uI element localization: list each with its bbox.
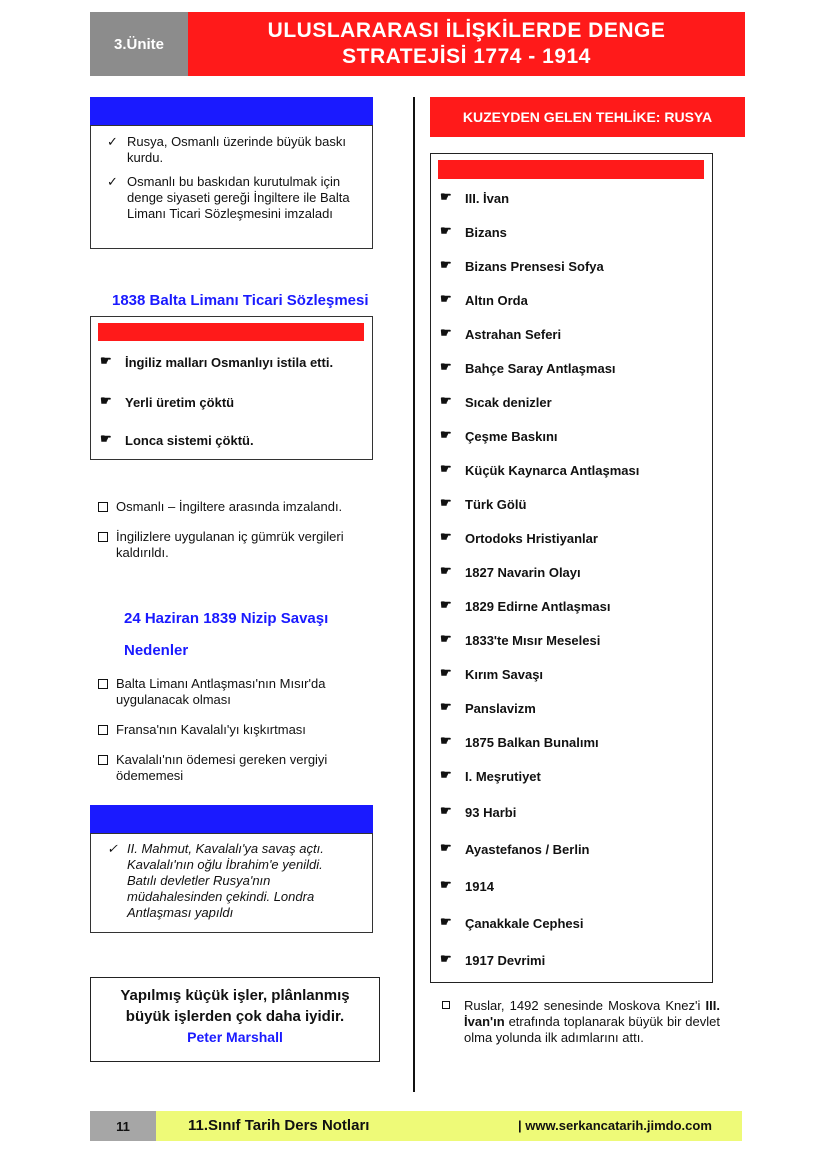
pointing-hand-icon: ☛ [440, 733, 452, 748]
pointing-hand-icon: ☛ [440, 427, 452, 442]
box1 [90, 125, 373, 249]
pointing-hand-icon: ☛ [440, 951, 452, 966]
pointing-hand-icon: ☛ [440, 359, 452, 374]
causes-list [90, 676, 373, 784]
pointing-hand-icon: ☛ [440, 631, 452, 646]
list-item: ☛ 93 Harbi [440, 803, 517, 820]
list-item: ✓ Rusya, Osmanlı üzerinde büyük baskı kurdu. [101, 134, 362, 166]
page-title-line2: STRATEJİSİ 1774 - 1914 [342, 45, 591, 68]
pointing-hand-icon: ☛ [440, 914, 452, 929]
list-item: ☛ Kırım Savaşı [440, 665, 544, 682]
list-item: ☛ Lonca sistemi çöktü. [100, 431, 254, 448]
list-item: ☛ 1875 Balkan Bunalımı [440, 733, 599, 750]
list-item: ☛ Astrahan Seferi [440, 325, 562, 342]
list-item: ☛ Bahçe Saray Antlaşması [440, 359, 616, 376]
russia-topics-list [431, 191, 712, 990]
list-item: ☛ 1829 Edirne Antlaşması [440, 597, 611, 614]
list-item: ✓ II. Mahmut, Kavalalı'ya savaş açtı. Kavalalı'nın oğlu İbrahim'e yenildi. Batılı devletler Rusya'nın müdahalesinden çekindi. Londra Antlaşması yapıldı [101, 841, 362, 921]
column-divider [413, 97, 415, 1092]
list-item: ☛ 1827 Navarin Olayı [440, 563, 581, 580]
list-item: ☛ Panslavizm [440, 699, 536, 716]
list-item: ☛ 1914 [440, 877, 494, 894]
list-item: ☛ Bizans Prensesi Sofya [440, 257, 604, 274]
list-item: ☛ 1833'te Mısır Meselesi [440, 631, 601, 648]
pointing-hand-icon: ☛ [440, 495, 452, 510]
list-item: ☛ Türk Gölü [440, 495, 527, 512]
pointing-hand-icon: ☛ [440, 257, 452, 272]
box2-list [91, 355, 372, 448]
pointing-hand-icon: ☛ [440, 767, 452, 782]
list-item: ☛ Sıcak denizler [440, 393, 552, 410]
box1-blue-header [90, 97, 373, 125]
list-item: ☛ Bizans [440, 223, 507, 240]
pointing-hand-icon: ☛ [100, 353, 112, 368]
list-item: ☛ Altın Orda [440, 291, 528, 308]
list-item: ✓ Osmanlı bu baskıdan kurutulmak için denge siyaseti gereği İngiltere ile Balta Limanı Ticari Sözleşmesini imzaladı [101, 174, 362, 222]
list-item: Fransa'nın Kavalalı'yı kışkırtması [90, 722, 373, 738]
list-item: ☛ 1917 Devrimi [440, 951, 546, 968]
pointing-hand-icon: ☛ [440, 325, 452, 340]
list-item: ☛ Küçük Kaynarca Antlaşması [440, 461, 640, 478]
pointing-hand-icon: ☛ [440, 699, 452, 714]
pointing-hand-icon: ☛ [440, 840, 452, 855]
pointing-hand-icon: ☛ [440, 223, 452, 238]
nizip-heading: 24 Haziran 1839 Nizip Savaşı [124, 610, 329, 627]
pointing-hand-icon: ☛ [440, 877, 452, 892]
list-item: Osmanlı – İngiltere arasında imzalandı. [90, 499, 373, 515]
list-item: ☛ Ayastefanos / Berlin [440, 840, 590, 857]
russia-heading-text: KUZEYDEN GELEN TEHLİKE: RUSYA [462, 109, 713, 125]
box3 [90, 833, 373, 933]
list-item: ☛ Ortodoks Hristiyanlar [440, 529, 598, 546]
course-title: 11.Sınıf Tarih Ders Notları [188, 1117, 370, 1134]
pointing-hand-icon: ☛ [440, 665, 452, 680]
quote-line1: Yapılmış küçük işler, plânlanmış [120, 987, 350, 1004]
russia-topics-box [430, 153, 713, 983]
pointing-hand-icon: ☛ [440, 189, 452, 204]
page-number: 11 [90, 1111, 156, 1141]
pointing-hand-icon: ☛ [440, 461, 452, 476]
list-item: ☛ İngiliz malları Osmanlıyı istila etti. [100, 353, 334, 370]
russia-heading [430, 97, 745, 137]
balta-limani-heading: 1838 Balta Limanı Ticari Sözleşmesi [112, 292, 369, 309]
pointing-hand-icon: ☛ [440, 393, 452, 408]
website-link[interactable]: | www.serkancatarih.jimdo.com [518, 1118, 712, 1133]
list-item: Balta Limanı Antlaşması'nın Mısır'da uygulanacak olması [90, 676, 373, 708]
unit-label: 3.Ünite [90, 12, 188, 76]
list-item: ☛ I. Meşrutiyet [440, 767, 541, 784]
pointing-hand-icon: ☛ [440, 529, 452, 544]
page-title-line1: ULUSLARARASI İLİŞKİLERDE DENGE [267, 19, 666, 42]
box3-blue-header [90, 805, 373, 833]
pointing-hand-icon: ☛ [100, 431, 112, 446]
pointing-hand-icon: ☛ [100, 393, 112, 408]
box3-list [101, 841, 362, 921]
nedenler-heading: Nedenler [124, 642, 189, 659]
box1-list [101, 134, 362, 222]
list-item: ☛ Yerli üretim çöktü [100, 393, 235, 410]
pointing-hand-icon: ☛ [440, 563, 452, 578]
russia-note: Ruslar, 1492 senesinde Moskova Knez'i III. İvan'ın etrafında toplanarak büyük bir devlet olma yolunda ilk adımlarını attı. [430, 998, 720, 1046]
box2 [90, 316, 373, 460]
list-item: İngilizlere uygulanan iç gümrük vergileri kaldırıldı. [90, 529, 373, 561]
list-item: ☛ Çanakkale Cephesi [440, 914, 584, 931]
quote-author: Peter Marshall [187, 1029, 283, 1045]
list-item: ☛ III. İvan [440, 189, 510, 206]
box2-red-header [98, 323, 364, 341]
quote-box [90, 977, 380, 1062]
pointing-hand-icon: ☛ [440, 291, 452, 306]
agreement-facts-list [90, 499, 373, 561]
topics-red-header [438, 160, 704, 179]
pointing-hand-icon: ☛ [440, 803, 452, 818]
square-bullet-icon [442, 1001, 450, 1009]
page-title [188, 12, 745, 76]
list-item: ☛ Çeşme Baskını [440, 427, 558, 444]
pointing-hand-icon: ☛ [440, 597, 452, 612]
quote-line2: büyük işlerden çok daha iyidir. [125, 1008, 345, 1025]
list-item: Kavalalı'nın ödemesi gereken vergiyi ödememesi [90, 752, 373, 784]
